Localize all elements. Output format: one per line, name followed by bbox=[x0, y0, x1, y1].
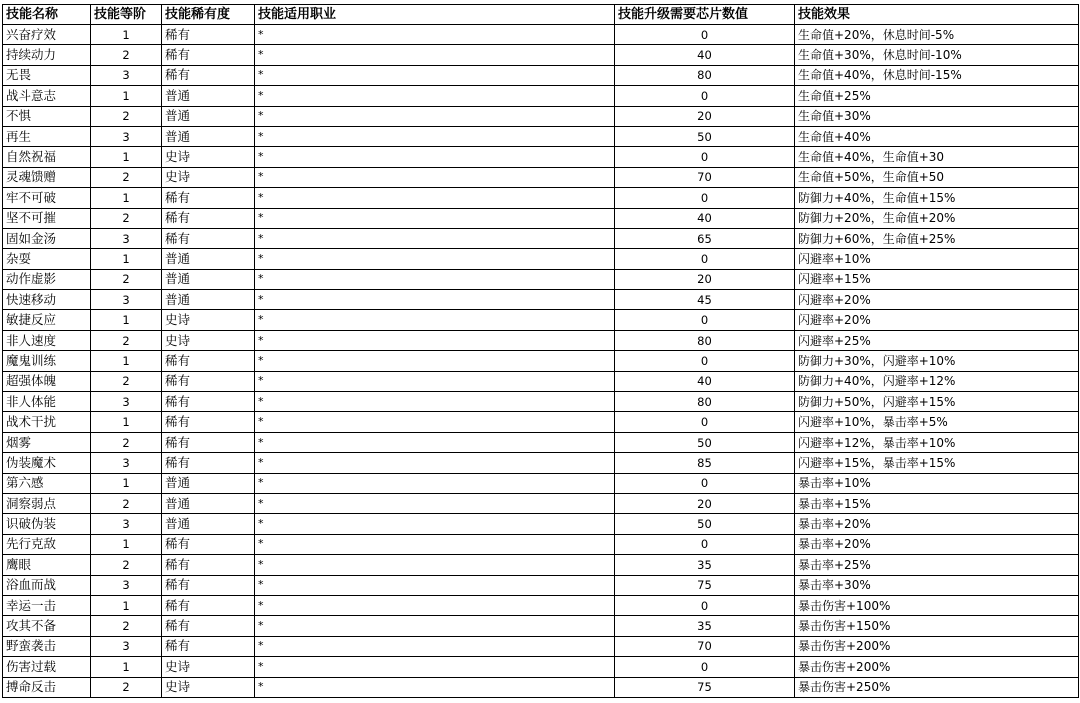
skill-effect-cell[interactable]: 暴击率+20% bbox=[795, 514, 1079, 534]
skill-level-cell[interactable]: 1 bbox=[91, 351, 162, 371]
skill-effect-cell[interactable]: 暴击伤害+200% bbox=[795, 636, 1079, 656]
skill-effect-cell[interactable]: 生命值+30% bbox=[795, 106, 1079, 126]
skill-effect-cell[interactable]: 暴击率+15% bbox=[795, 493, 1079, 513]
skill-level-cell[interactable]: 2 bbox=[91, 371, 162, 391]
skill-name-cell[interactable]: 攻其不备 bbox=[3, 616, 91, 636]
skill-effect-cell[interactable]: 闪避率+25% bbox=[795, 330, 1079, 350]
skill-name-cell[interactable]: 坚不可摧 bbox=[3, 208, 91, 228]
skill-effect-cell[interactable]: 生命值+50%，生命值+50 bbox=[795, 167, 1079, 187]
skill-chips-cell[interactable]: 20 bbox=[615, 493, 795, 513]
header-skill-rarity[interactable]: 技能稀有度 bbox=[162, 5, 255, 25]
skill-level-cell[interactable]: 2 bbox=[91, 432, 162, 452]
header-skill-chips[interactable]: 技能升级需要芯片数值 bbox=[615, 5, 795, 25]
skill-rarity-cell[interactable]: 史诗 bbox=[162, 310, 255, 330]
table-row bbox=[3, 473, 1079, 493]
skill-chips-cell[interactable]: 80 bbox=[615, 65, 795, 85]
skill-level-cell[interactable]: 2 bbox=[91, 208, 162, 228]
skill-rarity-cell[interactable]: 稀有 bbox=[162, 595, 255, 615]
skill-chips-cell[interactable]: 0 bbox=[615, 351, 795, 371]
skill-chips-cell[interactable]: 20 bbox=[615, 106, 795, 126]
skill-effect-cell[interactable]: 暴击率+30% bbox=[795, 575, 1079, 595]
skill-job-cell[interactable]: * bbox=[255, 208, 615, 228]
skill-table bbox=[2, 4, 1079, 698]
header-skill-job[interactable]: 技能适用职业 bbox=[255, 5, 615, 25]
skill-level-cell[interactable]: 2 bbox=[91, 555, 162, 575]
skill-name-cell[interactable]: 幸运一击 bbox=[3, 595, 91, 615]
skill-name-cell[interactable]: 战斗意志 bbox=[3, 86, 91, 106]
skill-rarity-cell[interactable]: 稀有 bbox=[162, 432, 255, 452]
skill-name-cell[interactable]: 伤害过载 bbox=[3, 657, 91, 677]
skill-job-cell[interactable]: * bbox=[255, 432, 615, 452]
skill-name-cell[interactable]: 动作虚影 bbox=[3, 269, 91, 289]
skill-chips-cell[interactable]: 50 bbox=[615, 432, 795, 452]
skill-rarity-cell[interactable]: 普通 bbox=[162, 493, 255, 513]
skill-rarity-cell[interactable]: 稀有 bbox=[162, 228, 255, 248]
skill-name-cell[interactable]: 第六感 bbox=[3, 473, 91, 493]
skill-level-cell[interactable]: 3 bbox=[91, 575, 162, 595]
skill-effect-cell[interactable]: 防御力+20%，生命值+20% bbox=[795, 208, 1079, 228]
skill-job-cell[interactable]: * bbox=[255, 147, 615, 167]
skill-name-cell[interactable]: 非人速度 bbox=[3, 330, 91, 350]
table-row bbox=[3, 432, 1079, 452]
skill-rarity-cell[interactable]: 稀有 bbox=[162, 371, 255, 391]
skill-chips-cell[interactable]: 0 bbox=[615, 86, 795, 106]
header-row bbox=[3, 5, 1079, 25]
table-row bbox=[3, 514, 1079, 534]
skill-job-cell[interactable]: * bbox=[255, 392, 615, 412]
skill-job-cell[interactable]: * bbox=[255, 228, 615, 248]
skill-level-cell[interactable]: 2 bbox=[91, 45, 162, 65]
skill-name-cell[interactable]: 无畏 bbox=[3, 65, 91, 85]
skill-effect-cell[interactable]: 闪避率+15%，暴击率+15% bbox=[795, 453, 1079, 473]
skill-rarity-cell[interactable]: 稀有 bbox=[162, 65, 255, 85]
skill-job-cell[interactable]: * bbox=[255, 514, 615, 534]
skill-rarity-cell[interactable]: 史诗 bbox=[162, 330, 255, 350]
skill-effect-cell[interactable]: 生命值+40% bbox=[795, 126, 1079, 146]
skill-job-cell[interactable]: * bbox=[255, 473, 615, 493]
skill-level-cell[interactable]: 3 bbox=[91, 636, 162, 656]
skill-chips-cell[interactable]: 35 bbox=[615, 555, 795, 575]
skill-level-cell[interactable]: 1 bbox=[91, 595, 162, 615]
skill-chips-cell[interactable]: 0 bbox=[615, 147, 795, 167]
skill-job-cell[interactable]: * bbox=[255, 351, 615, 371]
skill-effect-cell[interactable]: 闪避率+10% bbox=[795, 249, 1079, 269]
table-row bbox=[3, 147, 1079, 167]
skill-effect-cell[interactable]: 防御力+40%，生命值+15% bbox=[795, 188, 1079, 208]
skill-level-cell[interactable]: 1 bbox=[91, 25, 162, 45]
skill-chips-cell[interactable]: 0 bbox=[615, 595, 795, 615]
skill-effect-cell[interactable]: 闪避率+10%，暴击率+5% bbox=[795, 412, 1079, 432]
skill-name-cell[interactable]: 灵魂馈赠 bbox=[3, 167, 91, 187]
skill-effect-cell[interactable]: 生命值+25% bbox=[795, 86, 1079, 106]
skill-effect-cell[interactable]: 防御力+40%，闪避率+12% bbox=[795, 371, 1079, 391]
skill-effect-cell[interactable]: 暴击伤害+150% bbox=[795, 616, 1079, 636]
skill-name-cell[interactable]: 识破伪装 bbox=[3, 514, 91, 534]
skill-rarity-cell[interactable]: 普通 bbox=[162, 473, 255, 493]
skill-job-cell[interactable]: * bbox=[255, 126, 615, 146]
skill-effect-cell[interactable]: 防御力+30%，闪避率+10% bbox=[795, 351, 1079, 371]
skill-rarity-cell[interactable]: 稀有 bbox=[162, 188, 255, 208]
table-row bbox=[3, 310, 1079, 330]
skill-job-cell[interactable]: * bbox=[255, 167, 615, 187]
skill-chips-cell[interactable]: 0 bbox=[615, 249, 795, 269]
skill-job-cell[interactable]: * bbox=[255, 636, 615, 656]
header-skill-level[interactable]: 技能等阶 bbox=[91, 5, 162, 25]
skill-job-cell[interactable]: * bbox=[255, 249, 615, 269]
skill-name-cell[interactable]: 杂耍 bbox=[3, 249, 91, 269]
skill-rarity-cell[interactable]: 稀有 bbox=[162, 351, 255, 371]
skill-effect-cell[interactable]: 暴击伤害+250% bbox=[795, 677, 1079, 697]
table-row bbox=[3, 228, 1079, 248]
skill-chips-cell[interactable]: 70 bbox=[615, 636, 795, 656]
skill-name-cell[interactable]: 兴奋疗效 bbox=[3, 25, 91, 45]
table-row bbox=[3, 25, 1079, 45]
skill-rarity-cell[interactable]: 普通 bbox=[162, 106, 255, 126]
skill-rarity-cell[interactable]: 稀有 bbox=[162, 453, 255, 473]
skill-rarity-cell[interactable]: 普通 bbox=[162, 126, 255, 146]
skill-rarity-cell[interactable]: 史诗 bbox=[162, 657, 255, 677]
skill-name-cell[interactable]: 再生 bbox=[3, 126, 91, 146]
skill-rarity-cell[interactable]: 普通 bbox=[162, 514, 255, 534]
skill-chips-cell[interactable]: 75 bbox=[615, 677, 795, 697]
skill-rarity-cell[interactable]: 稀有 bbox=[162, 616, 255, 636]
skill-effect-cell[interactable]: 防御力+50%，闪避率+15% bbox=[795, 392, 1079, 412]
skill-chips-cell[interactable]: 65 bbox=[615, 228, 795, 248]
skill-effect-cell[interactable]: 生命值+30%，休息时间-10% bbox=[795, 45, 1079, 65]
skill-level-cell[interactable]: 3 bbox=[91, 453, 162, 473]
skill-level-cell[interactable]: 1 bbox=[91, 657, 162, 677]
table-row bbox=[3, 555, 1079, 575]
skill-chips-cell[interactable]: 50 bbox=[615, 514, 795, 534]
skill-name-cell[interactable]: 快速移动 bbox=[3, 290, 91, 310]
table-row bbox=[3, 412, 1079, 432]
skill-rarity-cell[interactable]: 普通 bbox=[162, 86, 255, 106]
skill-job-cell[interactable]: * bbox=[255, 290, 615, 310]
skill-chips-cell[interactable]: 40 bbox=[615, 371, 795, 391]
skill-name-cell[interactable]: 先行克敌 bbox=[3, 534, 91, 554]
skill-rarity-cell[interactable]: 稀有 bbox=[162, 636, 255, 656]
skill-effect-cell[interactable]: 闪避率+15% bbox=[795, 269, 1079, 289]
skill-rarity-cell[interactable]: 史诗 bbox=[162, 677, 255, 697]
skill-job-cell[interactable]: * bbox=[255, 677, 615, 697]
skill-chips-cell[interactable]: 45 bbox=[615, 290, 795, 310]
skill-effect-cell[interactable]: 生命值+40%，休息时间-15% bbox=[795, 65, 1079, 85]
skill-rarity-cell[interactable]: 稀有 bbox=[162, 534, 255, 554]
skill-effect-cell[interactable]: 暴击率+10% bbox=[795, 473, 1079, 493]
skill-job-cell[interactable]: * bbox=[255, 412, 615, 432]
skill-effect-cell[interactable]: 闪避率+12%，暴击率+10% bbox=[795, 432, 1079, 452]
skill-level-cell[interactable]: 1 bbox=[91, 473, 162, 493]
skill-level-cell[interactable]: 1 bbox=[91, 249, 162, 269]
skill-effect-cell[interactable]: 暴击伤害+100% bbox=[795, 595, 1079, 615]
skill-chips-cell[interactable]: 0 bbox=[615, 310, 795, 330]
skill-level-cell[interactable]: 2 bbox=[91, 330, 162, 350]
table-row bbox=[3, 208, 1079, 228]
header-skill-name[interactable]: 技能名称 bbox=[3, 5, 91, 25]
skill-job-cell[interactable]: * bbox=[255, 371, 615, 391]
skill-effect-cell[interactable]: 暴击率+25% bbox=[795, 555, 1079, 575]
table-body bbox=[3, 25, 1079, 698]
skill-name-cell[interactable]: 浴血而战 bbox=[3, 575, 91, 595]
skill-rarity-cell[interactable]: 稀有 bbox=[162, 555, 255, 575]
skill-level-cell[interactable]: 3 bbox=[91, 65, 162, 85]
table-row bbox=[3, 290, 1079, 310]
skill-rarity-cell[interactable]: 普通 bbox=[162, 269, 255, 289]
header-skill-effect[interactable]: 技能效果 bbox=[795, 5, 1079, 25]
table-row bbox=[3, 657, 1079, 677]
skill-level-cell[interactable]: 1 bbox=[91, 310, 162, 330]
skill-chips-cell[interactable]: 0 bbox=[615, 473, 795, 493]
skill-job-cell[interactable]: * bbox=[255, 65, 615, 85]
skill-name-cell[interactable]: 魔鬼训练 bbox=[3, 351, 91, 371]
skill-rarity-cell[interactable]: 稀有 bbox=[162, 208, 255, 228]
skill-job-cell[interactable]: * bbox=[255, 575, 615, 595]
skill-chips-cell[interactable]: 0 bbox=[615, 534, 795, 554]
skill-rarity-cell[interactable]: 普通 bbox=[162, 249, 255, 269]
skill-name-cell[interactable]: 鹰眼 bbox=[3, 555, 91, 575]
skill-name-cell[interactable]: 伪装魔术 bbox=[3, 453, 91, 473]
skill-name-cell[interactable]: 牢不可破 bbox=[3, 188, 91, 208]
table-row bbox=[3, 330, 1079, 350]
table-row bbox=[3, 392, 1079, 412]
table-row bbox=[3, 636, 1079, 656]
skill-name-cell[interactable]: 敏捷反应 bbox=[3, 310, 91, 330]
skill-effect-cell[interactable]: 防御力+60%，生命值+25% bbox=[795, 228, 1079, 248]
skill-rarity-cell[interactable]: 稀有 bbox=[162, 412, 255, 432]
skill-name-cell[interactable]: 野蛮袭击 bbox=[3, 636, 91, 656]
skill-level-cell[interactable]: 3 bbox=[91, 228, 162, 248]
table-row bbox=[3, 575, 1079, 595]
skill-effect-cell[interactable]: 暴击率+20% bbox=[795, 534, 1079, 554]
skill-effect-cell[interactable]: 生命值+20%，休息时间-5% bbox=[795, 25, 1079, 45]
skill-job-cell[interactable]: * bbox=[255, 86, 615, 106]
skill-name-cell[interactable]: 搏命反击 bbox=[3, 677, 91, 697]
skill-chips-cell[interactable]: 35 bbox=[615, 616, 795, 636]
skill-chips-cell[interactable]: 0 bbox=[615, 657, 795, 677]
skill-effect-cell[interactable]: 闪避率+20% bbox=[795, 310, 1079, 330]
skill-chips-cell[interactable]: 40 bbox=[615, 208, 795, 228]
skill-chips-cell[interactable]: 0 bbox=[615, 188, 795, 208]
skill-name-cell[interactable]: 超强体魄 bbox=[3, 371, 91, 391]
skill-name-cell[interactable]: 不惧 bbox=[3, 106, 91, 126]
skill-job-cell[interactable]: * bbox=[255, 453, 615, 473]
skill-level-cell[interactable]: 2 bbox=[91, 493, 162, 513]
skill-job-cell[interactable]: * bbox=[255, 616, 615, 636]
skill-level-cell[interactable]: 3 bbox=[91, 126, 162, 146]
skill-job-cell[interactable]: * bbox=[255, 45, 615, 65]
skill-chips-cell[interactable]: 0 bbox=[615, 25, 795, 45]
skill-rarity-cell[interactable]: 稀有 bbox=[162, 392, 255, 412]
table-row bbox=[3, 126, 1079, 146]
skill-rarity-cell[interactable]: 稀有 bbox=[162, 45, 255, 65]
table-row bbox=[3, 453, 1079, 473]
skill-effect-cell[interactable]: 生命值+40%，生命值+30 bbox=[795, 147, 1079, 167]
skill-name-cell[interactable]: 洞察弱点 bbox=[3, 493, 91, 513]
skill-name-cell[interactable]: 战术干扰 bbox=[3, 412, 91, 432]
skill-chips-cell[interactable]: 80 bbox=[615, 330, 795, 350]
skill-rarity-cell[interactable]: 史诗 bbox=[162, 167, 255, 187]
table-row bbox=[3, 677, 1079, 697]
skill-chips-cell[interactable]: 85 bbox=[615, 453, 795, 473]
table-row bbox=[3, 616, 1079, 636]
table-row bbox=[3, 493, 1079, 513]
skill-name-cell[interactable]: 自然祝福 bbox=[3, 147, 91, 167]
skill-job-cell[interactable]: * bbox=[255, 595, 615, 615]
skill-effect-cell[interactable]: 闪避率+20% bbox=[795, 290, 1079, 310]
skill-rarity-cell[interactable]: 史诗 bbox=[162, 147, 255, 167]
table-row bbox=[3, 269, 1079, 289]
skill-chips-cell[interactable]: 40 bbox=[615, 45, 795, 65]
table-row bbox=[3, 249, 1079, 269]
skill-job-cell[interactable]: * bbox=[255, 25, 615, 45]
skill-name-cell[interactable]: 烟雾 bbox=[3, 432, 91, 452]
skill-job-cell[interactable]: * bbox=[255, 188, 615, 208]
skill-job-cell[interactable]: * bbox=[255, 106, 615, 126]
skill-job-cell[interactable]: * bbox=[255, 555, 615, 575]
skill-chips-cell[interactable]: 75 bbox=[615, 575, 795, 595]
skill-level-cell[interactable]: 3 bbox=[91, 290, 162, 310]
table-row bbox=[3, 45, 1079, 65]
skill-level-cell[interactable]: 1 bbox=[91, 147, 162, 167]
skill-job-cell[interactable]: * bbox=[255, 534, 615, 554]
skill-level-cell[interactable]: 1 bbox=[91, 188, 162, 208]
skill-job-cell[interactable]: * bbox=[255, 330, 615, 350]
skill-level-cell[interactable]: 3 bbox=[91, 392, 162, 412]
table-row bbox=[3, 534, 1079, 554]
skill-rarity-cell[interactable]: 普通 bbox=[162, 290, 255, 310]
skill-chips-cell[interactable]: 0 bbox=[615, 412, 795, 432]
skill-level-cell[interactable]: 2 bbox=[91, 269, 162, 289]
skill-level-cell[interactable]: 1 bbox=[91, 412, 162, 432]
skill-level-cell[interactable]: 2 bbox=[91, 677, 162, 697]
table-row bbox=[3, 188, 1079, 208]
table-row bbox=[3, 351, 1079, 371]
table-row bbox=[3, 65, 1079, 85]
skill-rarity-cell[interactable]: 稀有 bbox=[162, 25, 255, 45]
skill-chips-cell[interactable]: 70 bbox=[615, 167, 795, 187]
skill-job-cell[interactable]: * bbox=[255, 310, 615, 330]
skill-name-cell[interactable]: 固如金汤 bbox=[3, 228, 91, 248]
skill-job-cell[interactable]: * bbox=[255, 657, 615, 677]
skill-level-cell[interactable]: 2 bbox=[91, 616, 162, 636]
skill-job-cell[interactable]: * bbox=[255, 269, 615, 289]
skill-level-cell[interactable]: 3 bbox=[91, 514, 162, 534]
table-row bbox=[3, 167, 1079, 187]
skill-name-cell[interactable]: 持续动力 bbox=[3, 45, 91, 65]
table-row bbox=[3, 371, 1079, 391]
table-row bbox=[3, 595, 1079, 615]
table-row bbox=[3, 86, 1079, 106]
skill-chips-cell[interactable]: 80 bbox=[615, 392, 795, 412]
skill-level-cell[interactable]: 2 bbox=[91, 167, 162, 187]
skill-level-cell[interactable]: 1 bbox=[91, 534, 162, 554]
skill-level-cell[interactable]: 1 bbox=[91, 86, 162, 106]
skill-rarity-cell[interactable]: 稀有 bbox=[162, 575, 255, 595]
skill-name-cell[interactable]: 非人体能 bbox=[3, 392, 91, 412]
skill-effect-cell[interactable]: 暴击伤害+200% bbox=[795, 657, 1079, 677]
skill-level-cell[interactable]: 2 bbox=[91, 106, 162, 126]
skill-job-cell[interactable]: * bbox=[255, 493, 615, 513]
skill-chips-cell[interactable]: 50 bbox=[615, 126, 795, 146]
table-row bbox=[3, 106, 1079, 126]
skill-chips-cell[interactable]: 20 bbox=[615, 269, 795, 289]
